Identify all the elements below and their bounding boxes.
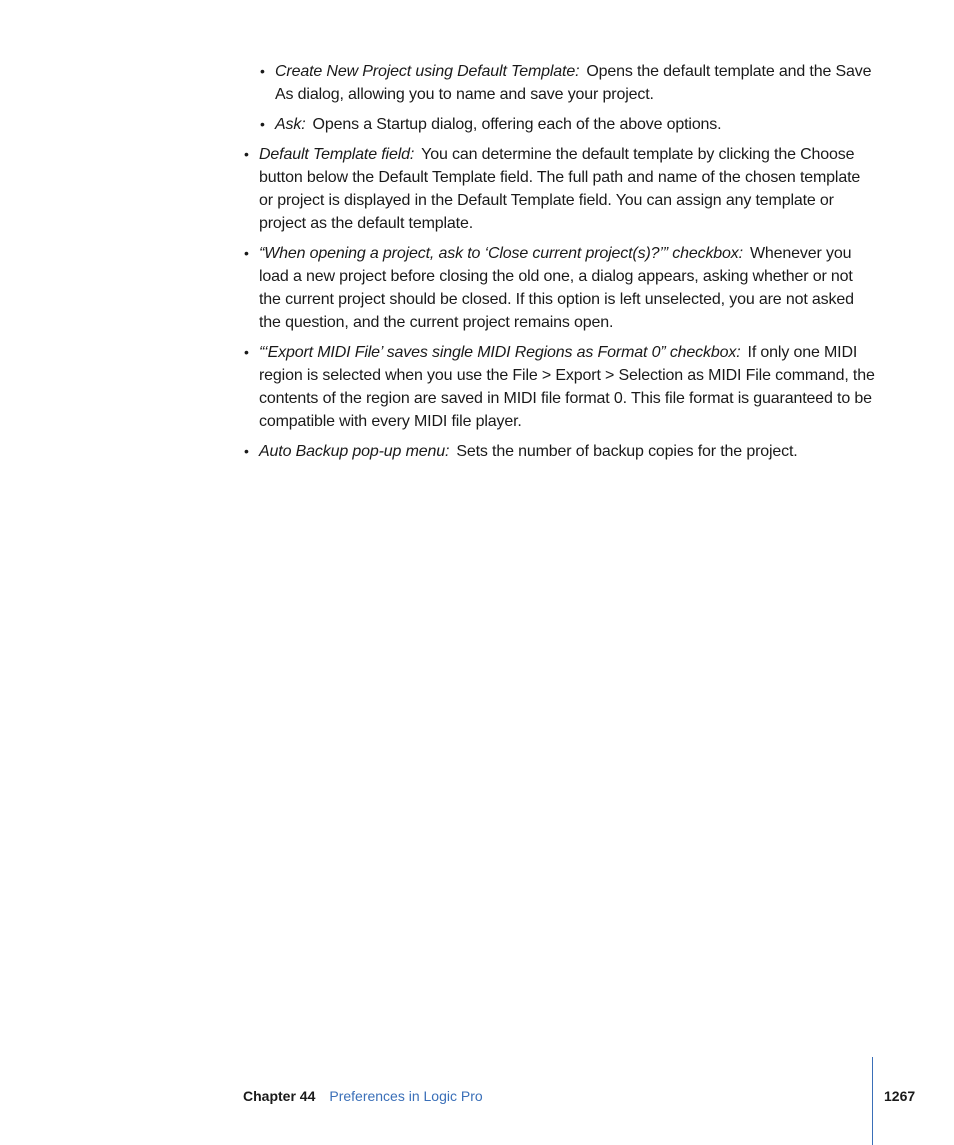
list-item-term: Auto Backup pop-up menu:	[259, 443, 450, 460]
list-item	[259, 60, 875, 106]
list-item-description: Opens a Startup dialog, offering each of the above options.	[312, 116, 722, 133]
bullet-icon: •	[260, 63, 265, 79]
list-item-term: Create New Project using Default Template:	[275, 63, 580, 80]
chapter-label: Chapter 44	[243, 1088, 316, 1104]
list-item-description: Sets the number of backup copies for the project.	[456, 443, 798, 460]
list-item-term: “When opening a project, ask to ‘Close current project(s)?’” checkbox:	[259, 245, 743, 262]
list-item	[243, 242, 875, 334]
list-item	[243, 341, 875, 433]
bullet-icon: •	[244, 245, 249, 261]
footer-divider	[872, 1057, 873, 1145]
list-item	[259, 113, 875, 136]
list-item-description: Opens the default template and the Save As dialog, allowing you to name and save your project.	[275, 63, 872, 103]
page-footer	[243, 1087, 483, 1105]
page-number: 1267	[884, 1088, 916, 1104]
list-item-term: Default Template field:	[259, 146, 415, 163]
body-text	[243, 60, 875, 470]
list-item-description: You can determine the default template by clicking the Choose button below the Default Template field. The full path and name of the chosen template or project is displayed in the Default Template field. You can assign any template or project as the default template.	[259, 146, 861, 232]
bullet-icon: •	[244, 344, 249, 360]
list-item-term: Ask:	[275, 116, 306, 133]
bullet-icon: •	[244, 443, 249, 459]
chapter-title: Preferences in Logic Pro	[329, 1088, 483, 1104]
list-item-description: If only one MIDI region is selected when you use the File > Export > Selection as MIDI File command, the contents of the region are saved in MIDI file format 0. This file format is guaranteed to be compatible with every MIDI file player.	[259, 344, 875, 430]
list-item-description: Whenever you load a new project before closing the old one, a dialog appears, asking whether or not the current project should be closed. If this option is left unselected, you are not asked the question, and the current project remains open.	[259, 245, 854, 331]
list-item	[243, 440, 875, 463]
list-item	[243, 143, 875, 235]
bullet-icon: •	[244, 146, 249, 162]
list-item-term: “‘Export MIDI File’ saves single MIDI Regions as Format 0” checkbox:	[259, 344, 741, 361]
bullet-icon: •	[260, 116, 265, 132]
